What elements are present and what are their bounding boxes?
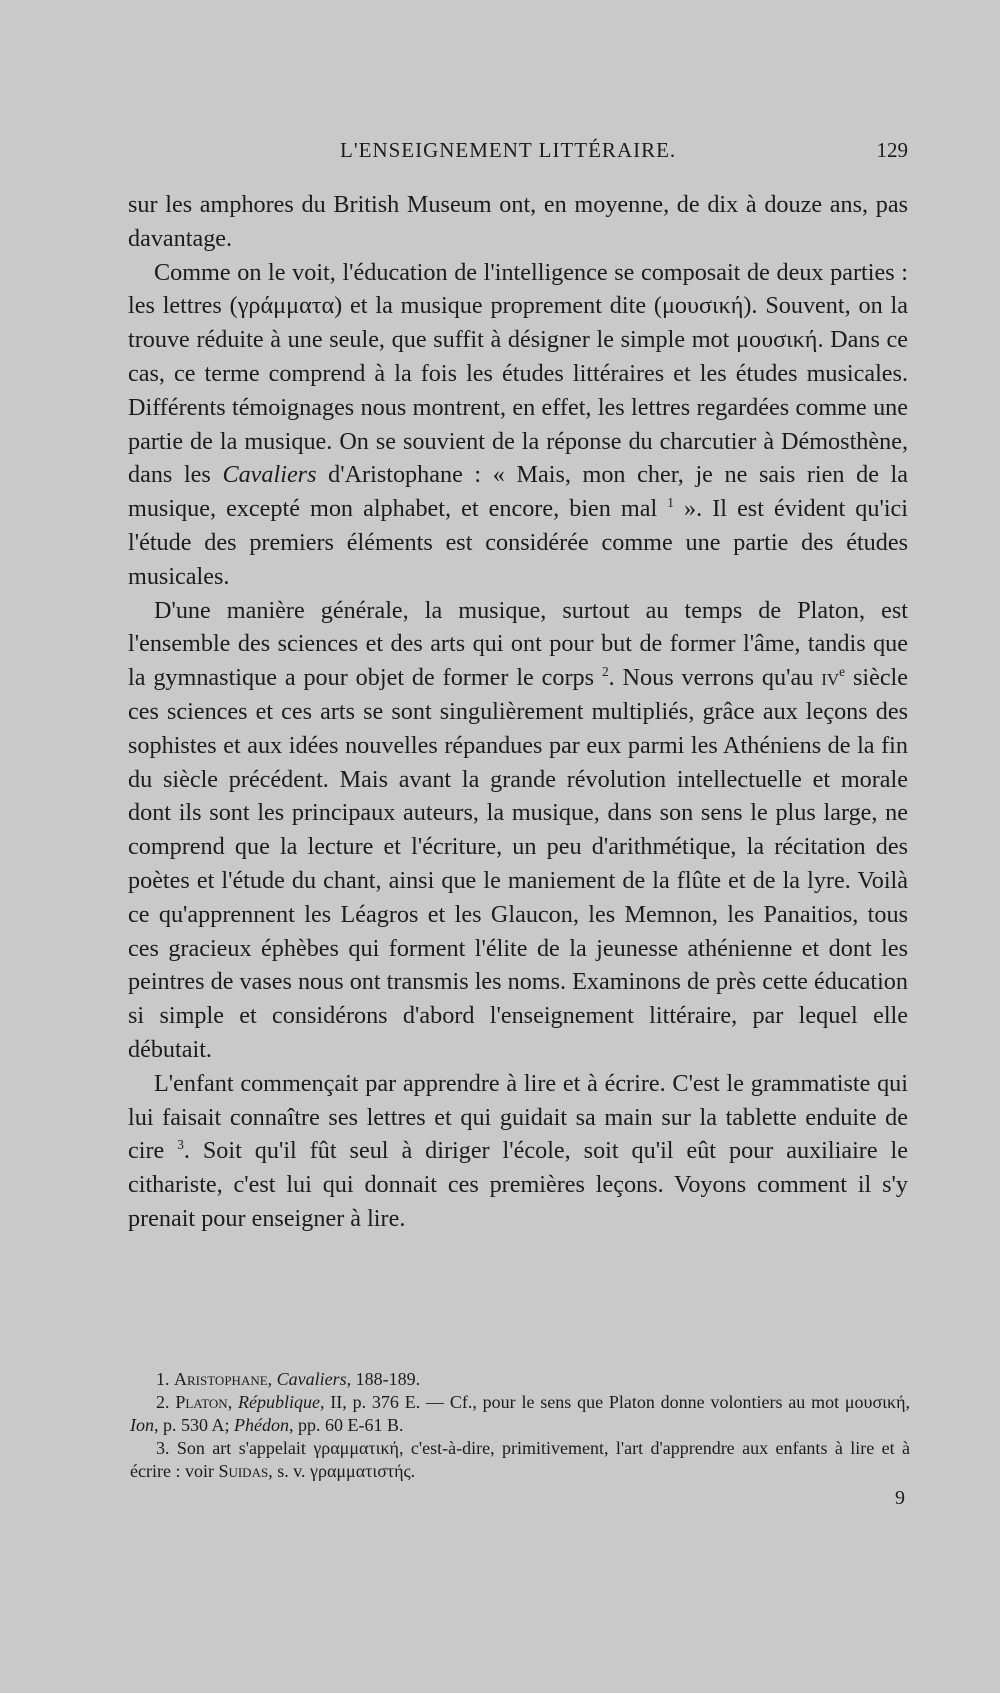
note-reference: 3	[177, 1137, 184, 1153]
footnotes	[130, 1368, 910, 1483]
text-run: , 188-189.	[346, 1369, 421, 1389]
text-run: , pp. 60 E-61 B.	[289, 1415, 404, 1435]
paragraph	[128, 594, 908, 1067]
text-run: , II, p. 376 E. — Cf., pour le sens que Platon donne volontiers au mot μουσική,	[320, 1392, 910, 1412]
body-text	[128, 188, 908, 1236]
small-caps-text: Suidas	[218, 1461, 269, 1481]
text-run: . Nous verrons qu'au	[608, 664, 822, 692]
text-run: , s. v. γραμματιστής.	[268, 1461, 416, 1481]
page-number: 129	[876, 138, 908, 162]
text-run: sur les amphores du British Museum ont, en moyenne, de dix à douze ans, pas davantage.	[128, 191, 908, 252]
footnote	[130, 1437, 910, 1483]
small-caps-text: iv	[821, 664, 840, 692]
paragraph	[128, 188, 908, 256]
small-caps-text: Platon	[175, 1392, 228, 1412]
text-run: ,	[267, 1369, 277, 1389]
italic-text: Ion	[130, 1415, 154, 1435]
text-run: Comme on le voit, l'éducation de l'intelligence se composait de deux parties : les lettres (γράμματα) et la musique proprement dite (μουσική). Souvent, on la trouve réduite à une seule, que suffit à désigner le simple mot μουσική. Dans ce cas, ce terme comprend à la fois les études littéraires et les études musicales. Différents témoignages nous montrent, en effet, les lettres regardées comme une partie de la musique. On se souvient de la réponse du charcutier à Démosthène, dans les	[128, 258, 908, 489]
footnote	[130, 1368, 910, 1391]
paragraph	[128, 1067, 908, 1236]
text-run: 2.	[156, 1392, 176, 1412]
footnote	[130, 1391, 910, 1437]
text-run: D'une manière générale, la musique, surtout au temps de Platon, est l'ensemble des sciences et des arts qui ont pour but de former l'âme, tandis que la gymnastique a pour objet de former le corps	[128, 596, 908, 692]
italic-text: République	[238, 1392, 320, 1412]
text-run: 1.	[156, 1369, 174, 1389]
text-run: . Soit qu'il fût seul à diriger l'école, soit qu'il eût pour auxiliaire le cithariste, c'est lui qui donnait ces premières leçons. Voyons comment il s'y prenait pour enseigner à lire.	[128, 1137, 908, 1232]
italic-text: Cavaliers	[222, 461, 317, 489]
signature-mark: 9	[895, 1487, 905, 1509]
paragraph	[128, 256, 908, 594]
note-reference: 2	[601, 664, 609, 680]
text-run: d'Aristophane : « Mais, mon cher, je ne sais rien de la musique, excepté mon alphabet, et encore, bien mal	[128, 461, 908, 523]
running-title: L'ENSEIGNEMENT LITTÉRAIRE.	[340, 138, 677, 162]
note-reference: 1	[667, 495, 674, 511]
text-run: ,	[227, 1392, 239, 1412]
text-run: L'enfant commençait par apprendre à lire et à écrire. C'est le grammatiste qui lui faisait connaître ses lettres et qui guidait sa main sur la tablette enduite de cire	[128, 1069, 908, 1165]
small-caps-text: Aristophane	[174, 1369, 268, 1389]
note-reference: e	[839, 664, 846, 680]
running-head	[128, 138, 908, 168]
italic-text: Cavaliers	[276, 1369, 347, 1389]
text-run: siècle ces sciences et ces arts se sont singulièrement multipliés, grâce aux leçons des sophistes et aux idées nouvelles répandues par eux parmi les Athéniens de la fin du siècle précédent. Mais avant la grande révolution intellectuelle et morale dont ils sont les principaux auteurs, la musique, dans son sens le plus large, ne comprend que la lecture et l'écriture, un peu d'arithmétique, la récitation des poètes et l'étude du chant, ainsi que le maniement de la flûte et de la lyre. Voilà ce qu'apprennent les Léagros et les Glaucon, les Memnon, les Panaitios, tous ces gracieux éphèbes qui forment l'élite de la jeunesse athénienne et dont les peintres de vases nous ont transmis les noms. Examinons de près cette éducation si simple et considérons d'abord l'enseignement littéraire, par lequel elle débutait.	[128, 664, 909, 1063]
text-run: 3. Son art s'appelait γραμματική, c'est-à-dire, primitivement, l'art d'apprendre aux enfants à lire et à écrire : voir	[130, 1438, 910, 1481]
text-run: , p. 530 A;	[154, 1415, 235, 1435]
text-run: ». Il est évident qu'ici l'étude des premiers éléments est considérée comme une partie des études musicales.	[128, 495, 908, 590]
italic-text: Phédon	[234, 1415, 289, 1435]
